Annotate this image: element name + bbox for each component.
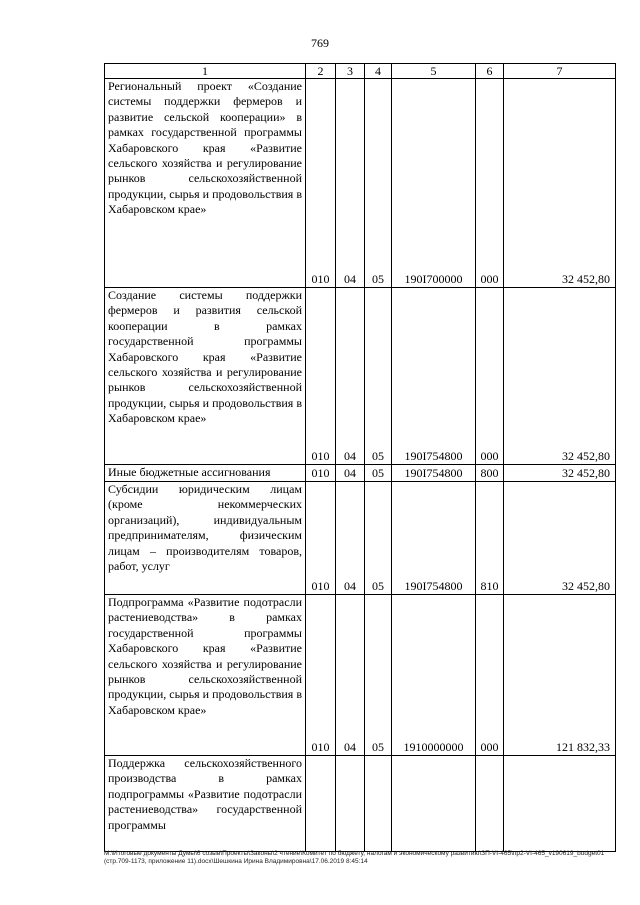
row-col7: 121 832,33: [504, 595, 616, 756]
row-col5: [392, 756, 476, 852]
row-col5: 190I700000: [392, 79, 476, 288]
row-col2: [306, 756, 336, 852]
row-col2: 010: [306, 79, 336, 288]
row-col3: 04: [336, 465, 365, 482]
row-name: Региональный проект «Создание системы поддержки фермеров и развитие сельской кооперации» в рамках государственной программы Хабаровского края «Развитие сельского хозяйства и регулирование рынков сельскохозяйственной продукции, сырья и продовольствия в Хабаровском крае»: [105, 79, 306, 288]
header-cell: 1: [105, 64, 306, 79]
row-col3: 04: [336, 288, 365, 465]
row-name: Поддержка сельскохозяйственного производства в рамках подпрограммы «Развитие подотрасли растениеводства» государственной программы: [105, 756, 306, 852]
table-row: [105, 595, 616, 756]
row-col5: 190I754800: [392, 482, 476, 595]
row-col6: 000: [476, 79, 504, 288]
table-row: [105, 79, 616, 288]
row-col2: 010: [306, 482, 336, 595]
row-col4: 05: [365, 595, 392, 756]
row-col2: 010: [306, 595, 336, 756]
row-col6: 000: [476, 595, 504, 756]
row-col7: 32 452,80: [504, 79, 616, 288]
row-col4: 05: [365, 288, 392, 465]
row-col4: 05: [365, 482, 392, 595]
row-col5: 190I754800: [392, 288, 476, 465]
row-col7: 32 452,80: [504, 288, 616, 465]
row-col2: 010: [306, 465, 336, 482]
row-name: Создание системы поддержки фермеров и развития сельской кооперации в рамках государственной программы Хабаровского края «Развитие сельского хозяйства и регулирование рынков сельскохозяйственной продукции, сырья и продовольствия в Хабаровском крае»: [105, 288, 306, 465]
row-col6: 800: [476, 465, 504, 482]
row-name: Субсидии юридическим лицам (кроме некоммерческих организаций), индивидуальным предпринимателям, физическим лицам – производителям товаров, работ, услуг: [105, 482, 306, 595]
row-col7: 32 452,80: [504, 482, 616, 595]
header-cell: 4: [365, 64, 392, 79]
row-col5: 190I754800: [392, 465, 476, 482]
row-col7: [504, 756, 616, 852]
row-col3: [336, 756, 365, 852]
document-path-footer: М:\Итоговые документы Думы\6 созыв\Проекты\Законы\2 чтение\Комитет по бюджету, налогам и экономическому развитию\ЗП-VI-465\пр2-VI-465_v190619_budget01 (стр.709-1173, приложение 11).docx\Шешкина Ирина Владимировна\17.06.2019 8:45:14: [104, 850, 605, 865]
table-header-row: [105, 64, 616, 79]
row-col6: 810: [476, 482, 504, 595]
table-row: [105, 288, 616, 465]
row-col6: 000: [476, 288, 504, 465]
table-row: [105, 465, 616, 482]
table-row: [105, 756, 616, 852]
row-col4: 05: [365, 79, 392, 288]
header-cell: 5: [392, 64, 476, 79]
row-col2: 010: [306, 288, 336, 465]
row-col7: 32 452,80: [504, 465, 616, 482]
table-row: [105, 482, 616, 595]
row-col6: [476, 756, 504, 852]
row-name: Иные бюджетные ассигнования: [105, 465, 306, 482]
header-cell: 6: [476, 64, 504, 79]
row-col5: 1910000000: [392, 595, 476, 756]
header-cell: 2: [306, 64, 336, 79]
row-col3: 04: [336, 79, 365, 288]
row-name: Подпрограмма «Развитие подотрасли растениеводства» в рамках государственной программы Хабаровского края «Развитие сельского хозяйства и регулирование рынков сельскохозяйственной продукции, сырья и продовольствия в Хабаровском крае»: [105, 595, 306, 756]
page-number: 769: [311, 36, 329, 50]
row-col3: 04: [336, 482, 365, 595]
row-col3: 04: [336, 595, 365, 756]
row-col4: 05: [365, 465, 392, 482]
budget-table: [104, 63, 616, 852]
header-cell: 7: [504, 64, 616, 79]
header-cell: 3: [336, 64, 365, 79]
row-col4: [365, 756, 392, 852]
